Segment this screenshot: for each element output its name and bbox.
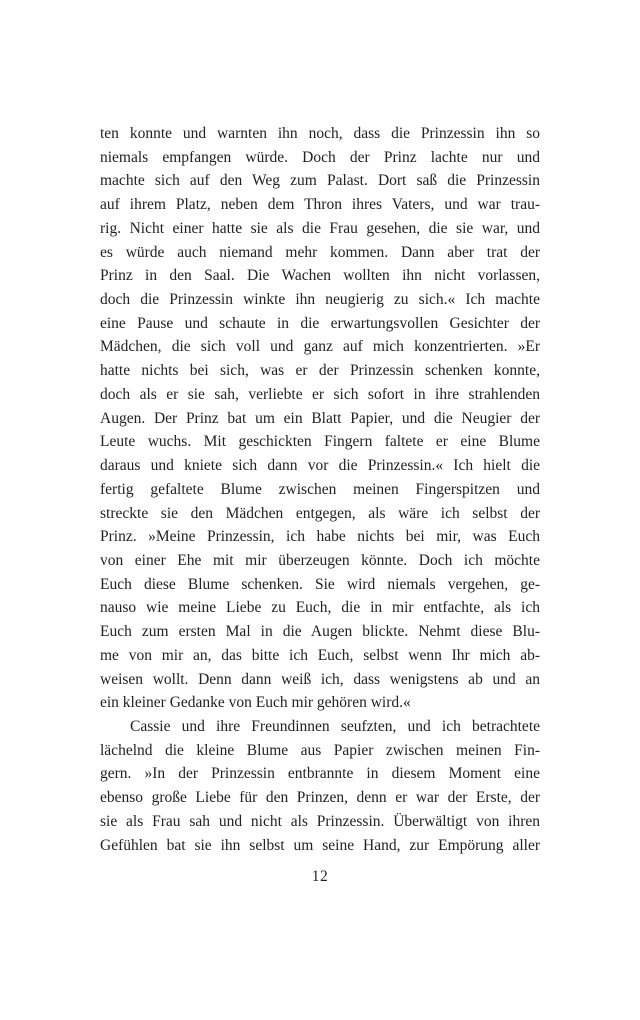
text-line-content: Prinz in den Saal. Die Wachen wollten ihn nicht vorlassen, — [100, 267, 540, 285]
text-line-content: machte sich auf den Weg zum Palast. Dort saß die Prinzessin — [100, 172, 540, 190]
text-line-content: niemals empfangen würde. Doch der Prinz lachte nur und — [100, 148, 540, 166]
text-line-content: doch die Prinzessin winkte ihn neugierig zu sich.« Ich machte — [100, 291, 540, 309]
text-line — [100, 335, 540, 359]
text-line-content: eine Pause und schaute in die erwartungsvollen Gesichter der — [100, 314, 540, 332]
text-line — [100, 407, 540, 431]
text-line — [100, 122, 540, 146]
text-line-content: fertig gefaltete Blume zwischen meinen Fingerspitzen und — [100, 480, 540, 498]
text-line-content: Leute wuchs. Mit geschickten Fingern faltete er eine Blume — [100, 433, 540, 451]
text-line-content: ebenso große Liebe für den Prinzen, denn er war der Erste, der — [100, 789, 540, 807]
text-line — [100, 691, 540, 715]
text-line-content: Prinz. »Meine Prinzessin, ich habe nichts bei mir, was Euch — [100, 528, 540, 546]
text-line — [100, 288, 540, 312]
paragraph — [100, 715, 540, 857]
text-line — [100, 715, 540, 739]
text-line — [100, 169, 540, 193]
text-line-content: doch als er sie sah, verliebte er sich sofort in ihre strahlenden — [100, 385, 540, 403]
text-line-content: ten konnte und warnten ihn noch, dass die Prinzessin ihn so — [100, 125, 540, 142]
text-line-content: me von mir an, das bitte ich Euch, selbst wenn Ihr mich ab- — [100, 646, 540, 664]
text-line — [100, 573, 540, 597]
text-line — [100, 834, 540, 858]
text-line — [100, 762, 540, 786]
text-line-content: Gefühlen bat sie ihn selbst um seine Hand, zur Empörung aller — [100, 836, 540, 854]
paragraph — [100, 122, 540, 715]
text-line-content: von einer Ehe mit mir überzeugen könnte. Doch ich möchte — [100, 551, 540, 569]
text-line — [100, 810, 540, 834]
text-line — [100, 217, 540, 241]
text-line-content: Augen. Der Prinz bat um ein Blatt Papier, und die Neugier der — [100, 409, 540, 427]
text-line — [100, 478, 540, 502]
text-line — [100, 193, 540, 217]
text-line — [100, 264, 540, 288]
text-line-content: rig. Nicht einer hatte sie als die Frau gesehen, die sie war, und — [100, 219, 540, 237]
text-line — [100, 786, 540, 810]
text-line — [100, 312, 540, 336]
text-line-content: sie als Frau sah und nicht als Prinzessin. Überwältigt von ihren — [100, 812, 540, 830]
text-line — [100, 241, 540, 265]
text-line-content: Euch zum ersten Mal in die Augen blickte. Nehmt diese Blu- — [100, 623, 540, 641]
text-line-content: gern. »In der Prinzessin entbrannte in diesem Moment eine — [100, 765, 540, 783]
page-number: 12 — [311, 868, 329, 885]
text-line — [100, 383, 540, 407]
text-line — [100, 549, 540, 573]
text-line-content: hatte nichts bei sich, was er der Prinzessin schenken konnte, — [100, 362, 540, 380]
text-line — [100, 146, 540, 170]
text-line-content: daraus und kniete sich dann vor die Prinzessin.« Ich hielt die — [100, 457, 540, 475]
text-line-content: Mädchen, die sich voll und ganz auf mich konzentrierten. »Er — [100, 338, 540, 356]
text-line — [100, 525, 540, 549]
text-line — [100, 739, 540, 763]
text-line — [100, 644, 540, 668]
text-line-content: weisen wollt. Denn dann weiß ich, dass wenigstens ab und an — [100, 670, 540, 688]
text-line — [100, 502, 540, 526]
text-line-content: nauso wie meine Liebe zu Euch, die in mir entfachte, als ich — [100, 599, 540, 617]
text-line — [100, 668, 540, 692]
text-line-content: auf ihrem Platz, neben dem Thron ihres Vaters, und war trau- — [100, 196, 540, 214]
text-line — [100, 454, 540, 478]
text-line-content: streckte sie den Mädchen entgegen, als wäre ich selbst der — [100, 504, 540, 522]
text-block — [100, 122, 540, 857]
text-line-content: es würde auch niemand mehr kommen. Dann aber trat der — [100, 243, 540, 261]
text-line-content: ein kleiner Gedanke von Euch mir gehören wird.« — [100, 694, 411, 712]
text-line-content: lächelnd die kleine Blume aus Papier zwischen meinen Fin- — [100, 741, 540, 759]
text-line — [100, 620, 540, 644]
text-line — [100, 596, 540, 620]
text-line-content: Cassie und ihre Freundinnen seufzten, und ich betrachtete — [130, 717, 540, 735]
text-line — [100, 430, 540, 454]
text-line — [100, 359, 540, 383]
text-line-content: Euch diese Blume schenken. Sie wird niemals vergehen, ge- — [100, 575, 540, 593]
